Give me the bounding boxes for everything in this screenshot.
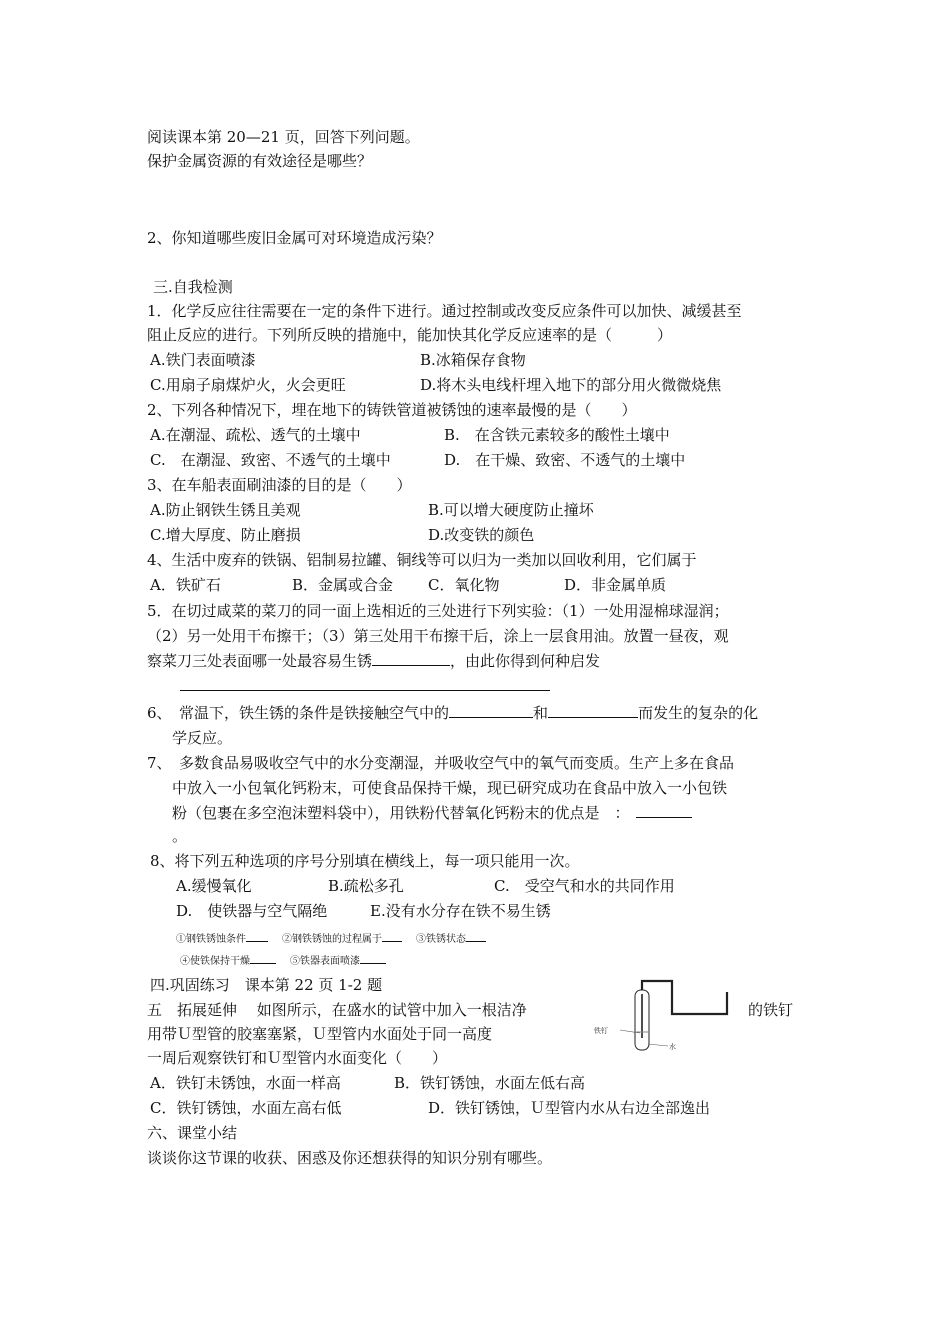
q1-stem-line2: 阻止反应的进行。下列所反映的措施中，能加快其化学反应速率的是（ ） [147, 326, 673, 344]
q2-option-a: A.在潮湿、疏松、透气的土壤中 [150, 426, 361, 444]
q2-option-d: D. 在干燥、致密、不透气的土壤中 [444, 451, 686, 469]
ext-option-a: A．铁钉未锈蚀，水面一样高 [150, 1074, 341, 1092]
q8-blank-1[interactable] [246, 932, 268, 942]
q3-option-b: B.可以增大硬度防止撞坏 [428, 501, 594, 519]
q4-stem: 4、生活中废弃的铁锅、铝制易拉罐、铜线等可以归为一类加以回收利用，它们属于 [147, 551, 697, 569]
q1-option-b: B.冰箱保存食物 [420, 351, 526, 369]
q6-text-part3: 而发生的复杂的化 [638, 704, 759, 722]
q8-blank-5[interactable] [360, 954, 386, 964]
ext-option-d: D．铁钉锈蚀，Ｕ型管内水从右边全部逸出 [428, 1099, 711, 1117]
q2-option-c: C. 在潮湿、致密、不透气的土壤中 [150, 451, 391, 469]
q8-blank-label-5: ⑤铁器表面喷漆 [290, 956, 360, 967]
section-4-heading: 四.巩固练习 课本第 22 页 1-2 题 [150, 976, 383, 994]
q1-stem-line1: 1．化学反应往往需要在一定的条件下进行。通过控制或改变反应条件可以加快、减缓甚至 [147, 302, 742, 320]
q7-text: 粉（包裹在多空泡沫塑料袋中），用铁粉代替氧化钙粉末的优点是 ： [172, 804, 630, 822]
section-3-heading: 三.自我检测 [153, 278, 233, 296]
question-1: 保护金属资源的有效途径是哪些？ [147, 152, 373, 170]
q5-answer-line[interactable] [180, 690, 550, 691]
q8-option-a: A.缓慢氧化 [176, 877, 252, 895]
q3-option-c: C.增大厚度、防止磨损 [150, 526, 301, 544]
label-nail: 铁钉 [594, 1027, 608, 1035]
q4-option-c: C．氧化物 [428, 576, 500, 594]
section-5-line1: 五 拓展延伸 如图所示，在盛水的试管中加入一根洁净 [147, 1001, 527, 1019]
q1-option-a: A.铁门表面喷漆 [150, 351, 256, 369]
q8-blank-label-4: ④使铁保持干燥 [180, 956, 250, 967]
q4-option-d: D．非金属单质 [564, 576, 667, 594]
q3-option-a: A.防止钢铁生锈且美观 [150, 501, 301, 519]
question-2: 2、你知道哪些废旧金属可对环境造成污染？ [147, 229, 442, 247]
q8-blank-4[interactable] [250, 954, 276, 964]
q7-answer-blank[interactable] [636, 803, 692, 818]
q7-stem-line3 [172, 803, 692, 823]
q6-text-part1: 6、 常温下，铁生锈的条件是铁接触空气中的 [147, 704, 450, 722]
q6-stem-line1 [147, 703, 758, 723]
section-5-line2: 用带Ｕ型管的胶塞塞紧，Ｕ型管内水面处于同一高度 [147, 1025, 493, 1043]
u-tube [642, 981, 727, 1014]
q6-answer-blank-2[interactable] [548, 703, 638, 718]
ext-option-c: C．铁钉锈蚀，水面左高右低 [150, 1099, 342, 1117]
q5-stem-line2: （2）另一处用干布擦干；（3）第三处用干布擦干后，涂上一层食用油。放置一昼夜，观 [147, 627, 729, 645]
q8-option-c: C. 受空气和水的共同作用 [494, 877, 675, 895]
q8-option-e: E.没有水分存在铁不易生锈 [370, 902, 551, 920]
q8-blank-2[interactable] [382, 932, 402, 942]
q7-stem-line1: 7、 多数食品易吸收空气中的水分变潮湿，并吸收空气中的氧气而变质。生产上多在食品 [147, 754, 735, 772]
q5-stem-line1: 5．在切过咸菜的菜刀的同一面上选相近的三处进行下列实验：（1）一处用湿棉球湿润； [147, 602, 729, 620]
q8-blank-label-1: ①钢铁锈蚀条件 [176, 934, 246, 945]
ext-option-b: B．铁钉锈蚀，水面左低右高 [394, 1074, 586, 1092]
q1-option-c: C.用扇子扇煤炉火，火会更旺 [150, 376, 346, 394]
test-tube-apparatus [620, 981, 727, 1050]
q7-stem-line2: 中放入一小包氧化钙粉末，可使食品保持干燥，现已研究成功在食品中放入一小包铁 [172, 779, 728, 797]
q8-stem: 8、将下列五种选项的序号分别填在横线上，每一项只能用一次。 [150, 852, 580, 870]
q4-option-b: B．金属或合金 [292, 576, 394, 594]
section-6-heading: 六、课堂小结 [147, 1124, 238, 1142]
experiment-figure [590, 978, 730, 1068]
q6-stem-line2: 学反应。 [172, 729, 233, 747]
q1-option-d: D.将木头电线杆埋入地下的部分用火微微烧焦 [420, 376, 722, 394]
q2-option-b: B. 在含铁元素较多的酸性土壤中 [444, 426, 670, 444]
q5-text-part2: ，由此你得到何种启发 [450, 652, 601, 670]
q5-answer-blank[interactable] [372, 651, 450, 666]
q6-text-part2: 和 [533, 704, 549, 722]
q5-stem-line3 [147, 651, 600, 671]
q6-answer-blank-1[interactable] [449, 703, 533, 718]
q8-option-d: D. 使铁器与空气隔绝 [176, 902, 328, 920]
section-6-prompt: 谈谈你这节课的收获、困惑及你还想获得的知识分别有哪些。 [147, 1149, 553, 1167]
q8-blank-label-3: ③铁锈状态 [416, 934, 466, 945]
q8-blank-label-2: ②钢铁锈蚀的过程属于 [282, 934, 382, 945]
q2-stem: 2、下列各种情况下，埋在地下的铸铁管道被锈蚀的速率最慢的是（ ） [147, 401, 637, 419]
section-5-line1-end: 的铁钉 [748, 1001, 794, 1019]
q3-stem: 3、在车船表面刷油漆的目的是（ ） [147, 476, 412, 494]
label-water: 水 [669, 1043, 676, 1051]
q3-option-d: D.改变铁的颜色 [428, 526, 535, 544]
water-pointer [648, 1044, 668, 1046]
q4-option-a: A．铁矿石 [150, 576, 221, 594]
q8-blank-3[interactable] [466, 932, 486, 942]
q8-blanks-row1 [176, 932, 486, 947]
q8-option-b: B.疏松多孔 [328, 877, 404, 895]
q7-period: 。 [172, 827, 188, 845]
section-5-line3: 一周后观察铁钉和Ｕ型管内水面变化（ ） [147, 1049, 448, 1067]
q5-text-part1: 察菜刀三处表面哪一处最容易生锈 [147, 652, 373, 670]
reading-instruction: 阅读课本第 20—21 页，回答下列问题。 [147, 128, 420, 146]
q8-blanks-row2 [180, 954, 386, 969]
